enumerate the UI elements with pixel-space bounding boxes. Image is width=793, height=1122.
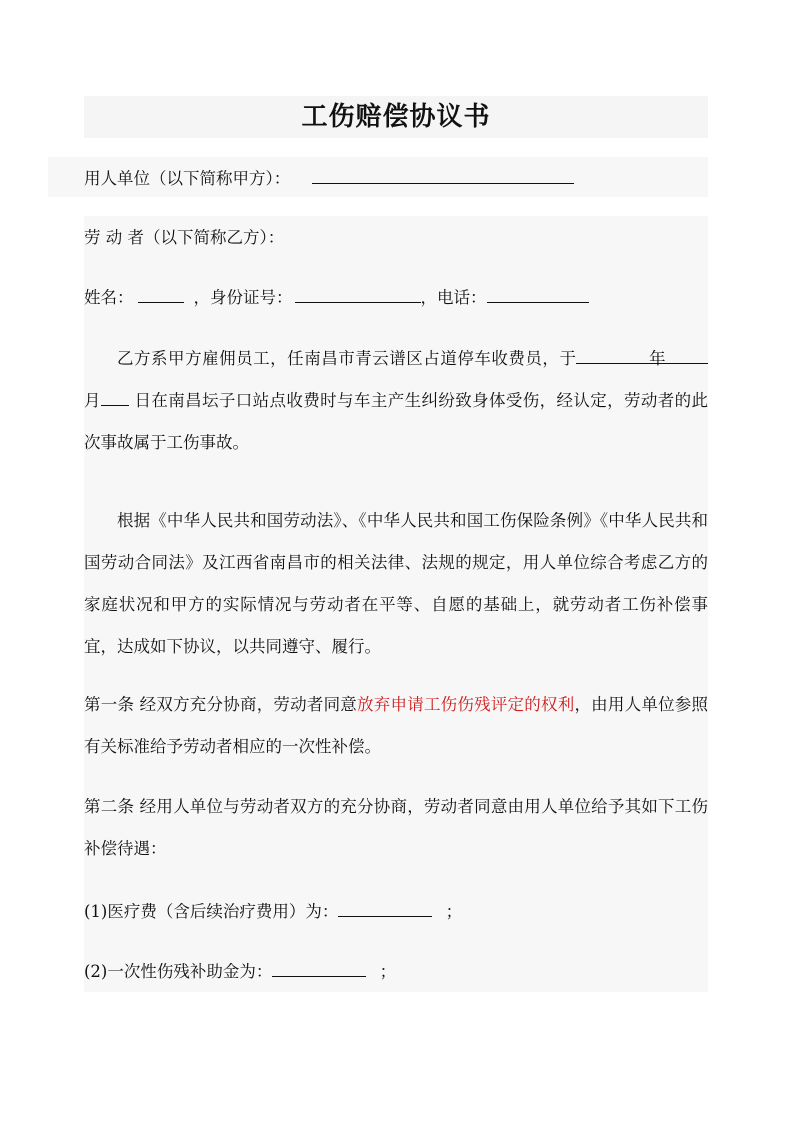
item-2-blank (272, 958, 366, 977)
incident-text-b: 日在南昌坛子口站点收费时与车主产生纠纷致身体受伤，经认定，劳动者的此次事故属于工伤事故。 (84, 391, 709, 452)
incident-paragraph (84, 338, 708, 464)
phone-blank (487, 284, 589, 303)
item-1-label: (1)医疗费（含后续治疗费用）为： (84, 902, 339, 921)
item-1-end: ； (440, 902, 463, 921)
month-blank (634, 345, 708, 364)
employer-line (84, 165, 574, 192)
worker-info-line (84, 284, 589, 311)
item-1-line (84, 898, 462, 925)
incident-text-a: 乙方系甲方雇佣员工，任南昌市青云谱区占道停车收费员，于 (117, 349, 577, 368)
article-1-highlight: 放弃申请工伤伤残评定的权利 (357, 695, 575, 714)
item-2-label: (2)一次性伤残补助金为： (84, 962, 273, 981)
item-2-line (84, 958, 396, 985)
id-label: ，身份证号： (193, 288, 293, 307)
document-title: 工伤赔偿协议书 (84, 96, 708, 138)
employer-label: 用人单位（以下简称甲方）： (84, 169, 291, 188)
day-blank (101, 387, 129, 406)
name-label: 姓名： (84, 288, 134, 307)
year-label: 年 (648, 349, 667, 368)
item-1-blank (338, 898, 432, 917)
legal-basis-paragraph: 根据《中华人民共和国劳动法》、《中华人民共和国工伤保险条例》《中华人民共和国劳动合同法》及江西省南昌市的相关法律、法规的规定，用人单位综合考虑乙方的家庭状况和甲方的实际情况与劳动者在平等、自愿的基础上，就劳动者工伤补偿事宜，达成如下协议，以共同遵守、履行。 (84, 511, 708, 656)
item-2-end: ； (374, 962, 397, 981)
article-1 (84, 684, 708, 768)
employer-blank (312, 165, 574, 184)
id-blank (295, 284, 421, 303)
worker-line (84, 225, 284, 251)
name-blank (138, 284, 184, 303)
article-1-text-b: ，由用人单位参照有关标准给予劳动者相应的一次性补偿。 (84, 695, 709, 756)
article-1-text-a: 第一条 经双方充分协商，劳动者同意 (84, 695, 358, 714)
article-2: 第二条 经用人单位与劳动者双方的充分协商，劳动者同意由用人单位给予其如下工伤补偿待遇： (84, 797, 708, 858)
phone-label: ，电话： (420, 288, 487, 307)
month-label: 月 (84, 391, 101, 410)
worker-label: 劳 动 者（以下简称乙方）： (84, 228, 285, 247)
